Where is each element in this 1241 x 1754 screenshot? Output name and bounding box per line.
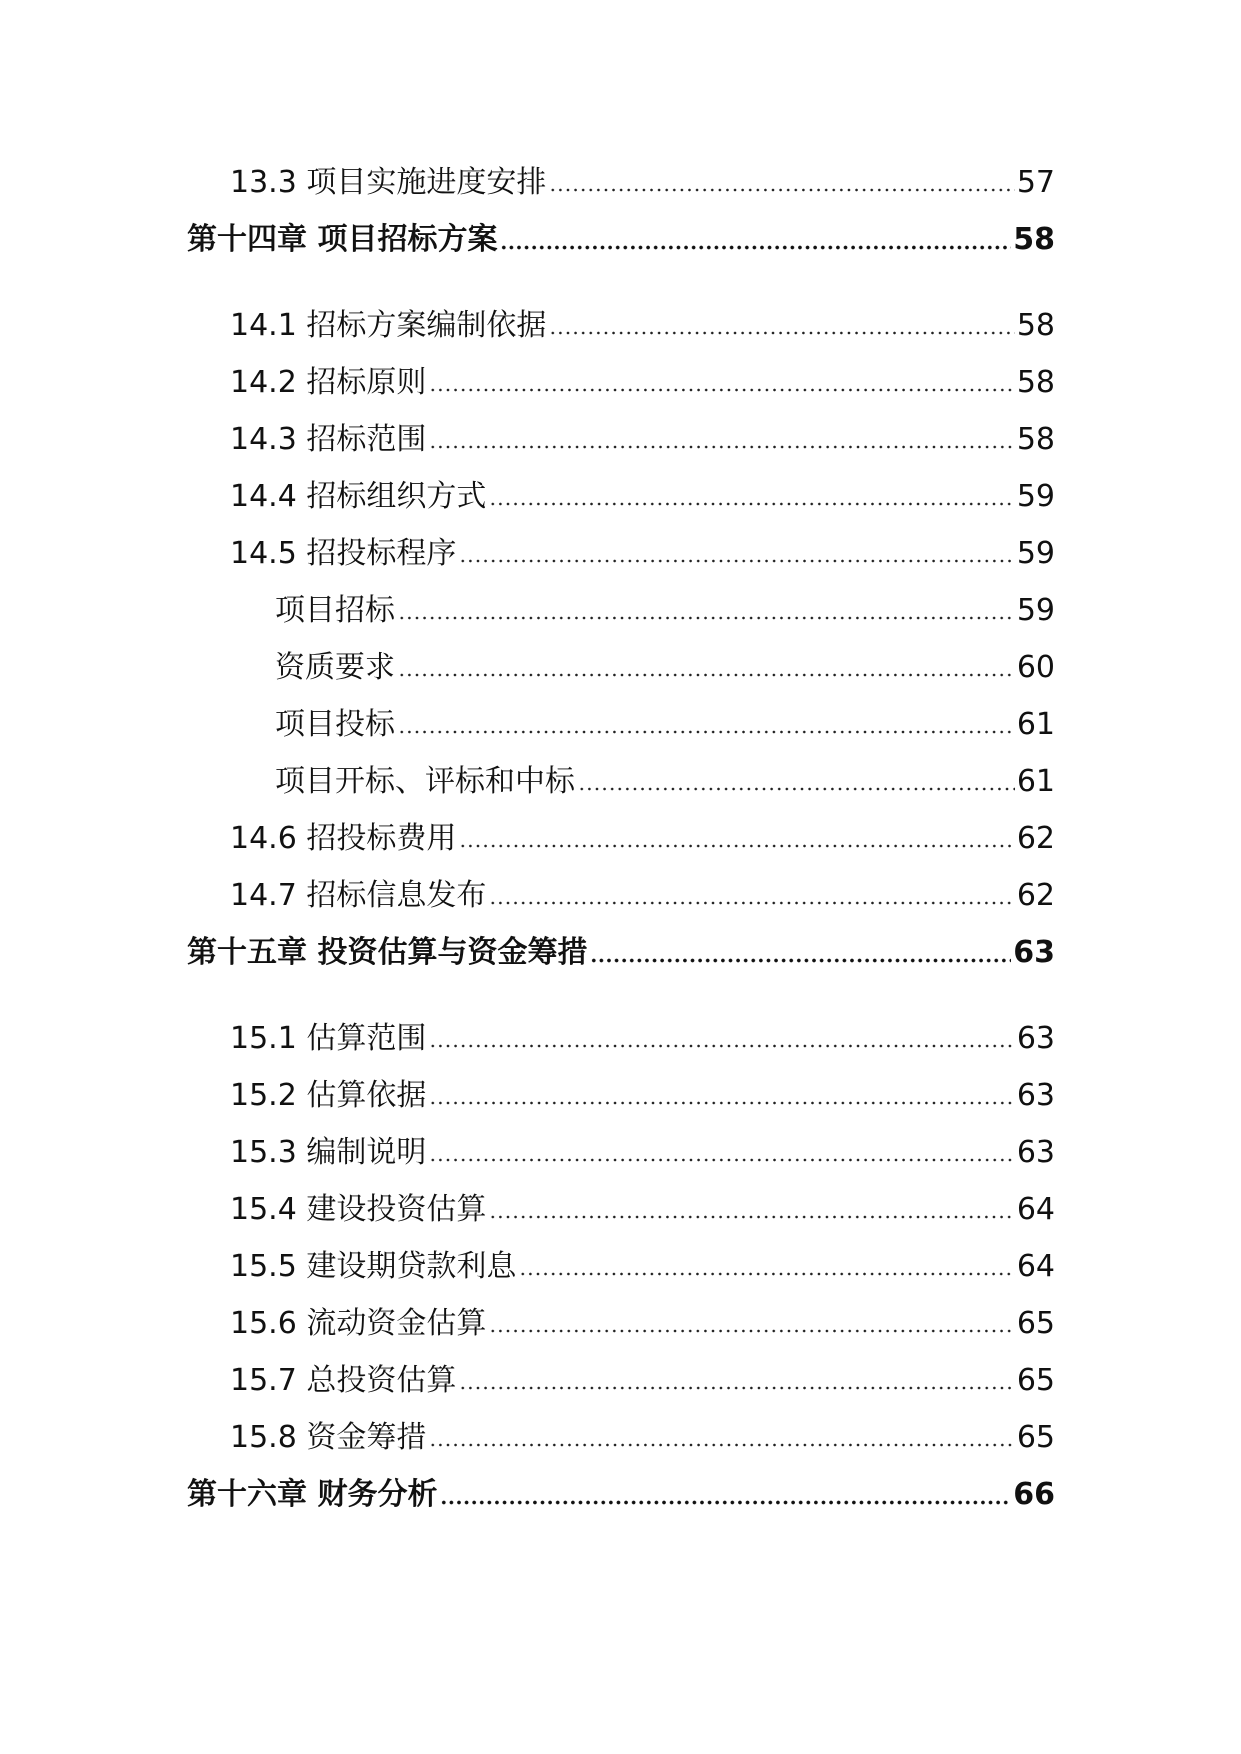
toc-subentry-project-bidding[interactable] (275, 588, 1055, 628)
toc-entry-label: 15.4 建设投资估算 (230, 1192, 487, 1227)
toc-page-number: 57 (1016, 165, 1055, 200)
toc-entry-label: 项目招标 (275, 593, 395, 628)
toc-entry-label: 资质要求 (275, 650, 395, 685)
toc-entry-14-7[interactable] (230, 873, 1055, 913)
toc-entry-label: 14.5 招投标程序 (230, 536, 457, 571)
toc-chapter-14[interactable] (187, 217, 1055, 257)
toc-entry-15-7[interactable] (230, 1358, 1055, 1398)
toc-entry-14-5[interactable] (230, 531, 1055, 571)
dot-leader (590, 957, 1011, 964)
dot-leader (429, 1442, 1014, 1448)
toc-page-number: 63 (1016, 1078, 1055, 1113)
toc-entry-14-2[interactable] (230, 360, 1055, 400)
toc-page-number: 58 (1016, 308, 1055, 343)
dot-leader (440, 1499, 1011, 1506)
toc-page-number: 65 (1016, 1363, 1055, 1398)
toc-entry-label: 13.3 项目实施进度安排 (230, 165, 547, 200)
toc-page-number: 59 (1016, 479, 1055, 514)
dot-leader (429, 1043, 1014, 1049)
toc-page-number: 60 (1016, 650, 1055, 685)
dot-leader (500, 244, 1011, 251)
toc-page-number: 61 (1016, 764, 1055, 799)
toc-entry-15-8[interactable] (230, 1415, 1055, 1455)
toc-entry-label: 14.4 招标组织方式 (230, 479, 487, 514)
dot-leader (489, 501, 1014, 507)
toc-entry-15-1[interactable] (230, 1016, 1055, 1056)
toc-subentry-bid-opening[interactable] (275, 759, 1055, 799)
toc-page-number: 58 (1016, 365, 1055, 400)
toc-page-number: 59 (1016, 536, 1055, 571)
toc-page-number: 64 (1016, 1192, 1055, 1227)
toc-entry-label: 15.5 建设期贷款利息 (230, 1249, 517, 1284)
dot-leader (429, 1157, 1014, 1163)
dot-leader (578, 786, 1015, 792)
toc-chapter-16[interactable] (187, 1472, 1055, 1512)
toc-subentry-project-tender[interactable] (275, 702, 1055, 742)
toc-entry-15-6[interactable] (230, 1301, 1055, 1341)
toc-page-number: 63 (1016, 1135, 1055, 1170)
dot-leader (489, 900, 1014, 906)
dot-leader (549, 330, 1014, 336)
toc-entry-13-3[interactable] (230, 160, 1055, 200)
toc-page-number: 65 (1016, 1306, 1055, 1341)
toc-entry-label: 15.7 总投资估算 (230, 1363, 457, 1398)
toc-page-number: 63 (1013, 935, 1055, 970)
toc-entry-label: 15.2 估算依据 (230, 1078, 427, 1113)
dot-leader (429, 1100, 1014, 1106)
toc-page-number: 66 (1013, 1477, 1055, 1512)
toc-page-number: 58 (1016, 422, 1055, 457)
toc-page-number: 63 (1016, 1021, 1055, 1056)
toc-page-number: 58 (1013, 222, 1055, 257)
dot-leader (398, 672, 1015, 678)
toc-entry-label: 项目投标 (275, 707, 395, 742)
dot-leader (459, 558, 1014, 564)
toc-entry-15-4[interactable] (230, 1187, 1055, 1227)
dot-leader (549, 187, 1014, 193)
toc-page-number: 64 (1016, 1249, 1055, 1284)
toc-chapter-label: 第十四章 项目招标方案 (187, 222, 498, 257)
toc-entry-label: 15.6 流动资金估算 (230, 1306, 487, 1341)
dot-leader (459, 1385, 1014, 1391)
dot-leader (489, 1214, 1014, 1220)
toc-entry-14-1[interactable] (230, 303, 1055, 343)
toc-entry-14-6[interactable] (230, 816, 1055, 856)
toc-entry-15-2[interactable] (230, 1073, 1055, 1113)
toc-entry-label: 14.3 招标范围 (230, 422, 427, 457)
dot-leader (459, 843, 1014, 849)
toc-page-number: 62 (1016, 821, 1055, 856)
toc-subentry-qualification[interactable] (275, 645, 1055, 685)
toc-page-number: 65 (1016, 1420, 1055, 1455)
toc-page-number: 61 (1016, 707, 1055, 742)
toc-entry-14-4[interactable] (230, 474, 1055, 514)
toc-chapter-label: 第十五章 投资估算与资金筹措 (187, 935, 588, 970)
toc-entry-label: 15.1 估算范围 (230, 1021, 427, 1056)
toc-entry-14-3[interactable] (230, 417, 1055, 457)
toc-chapter-15[interactable] (187, 930, 1055, 970)
toc-page-number: 59 (1016, 593, 1055, 628)
dot-leader (398, 729, 1015, 735)
toc-page-number: 62 (1016, 878, 1055, 913)
toc-entry-label: 项目开标、评标和中标 (275, 764, 575, 799)
toc-entry-label: 14.6 招投标费用 (230, 821, 457, 856)
toc-entry-label: 14.2 招标原则 (230, 365, 427, 400)
toc-entry-15-3[interactable] (230, 1130, 1055, 1170)
toc-entry-label: 14.1 招标方案编制依据 (230, 308, 547, 343)
dot-leader (398, 615, 1015, 621)
dot-leader (429, 387, 1014, 393)
dot-leader (429, 444, 1014, 450)
toc-entry-15-5[interactable] (230, 1244, 1055, 1284)
toc-chapter-label: 第十六章 财务分析 (187, 1477, 438, 1512)
dot-leader (519, 1271, 1014, 1277)
toc-entry-label: 14.7 招标信息发布 (230, 878, 487, 913)
toc-entry-label: 15.3 编制说明 (230, 1135, 427, 1170)
toc-entry-label: 15.8 资金筹措 (230, 1420, 427, 1455)
dot-leader (489, 1328, 1014, 1334)
